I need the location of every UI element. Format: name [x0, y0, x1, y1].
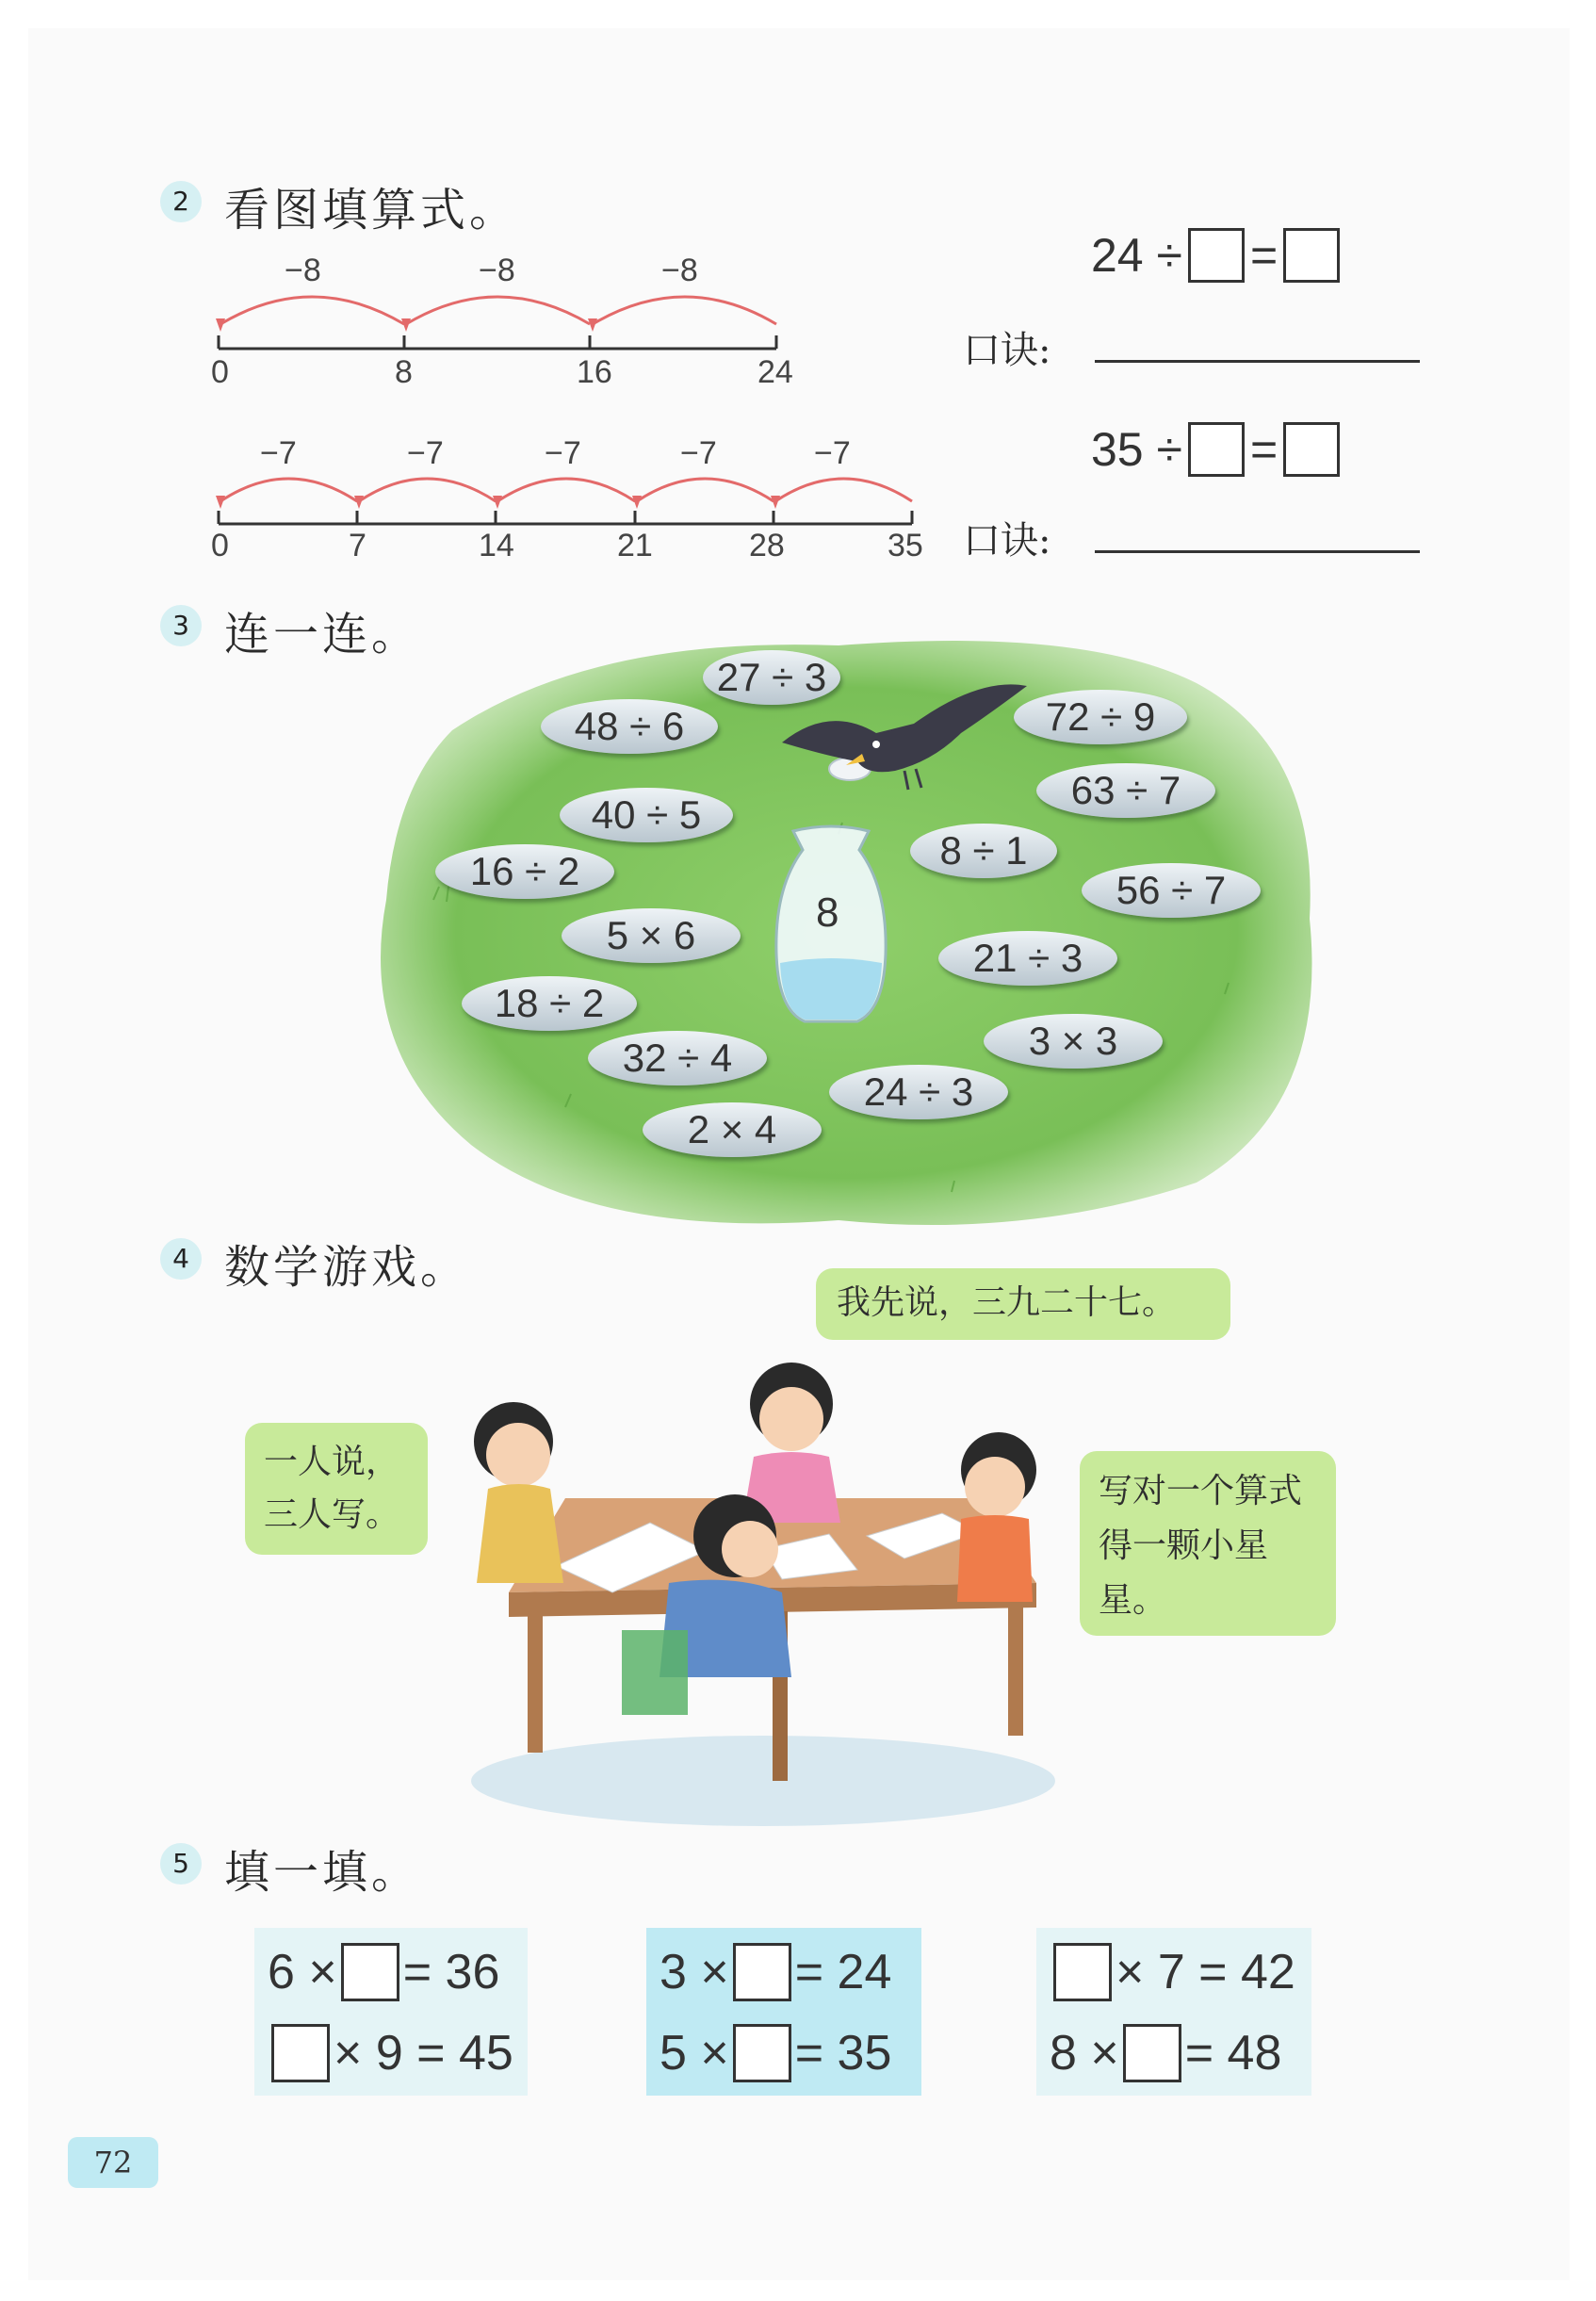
equation-part: 5 × — [660, 2026, 729, 2081]
section-3-title: 连一连。 — [224, 608, 421, 661]
equation-1 — [1091, 228, 1340, 283]
fill-panel-2 — [646, 1928, 921, 2096]
answer-box[interactable] — [733, 2024, 791, 2082]
pebble-expression[interactable]: 8 ÷ 1 — [910, 824, 1057, 878]
answer-box[interactable] — [733, 1943, 791, 2001]
pebble-expression[interactable]: 63 ÷ 7 — [1036, 763, 1215, 818]
jump-label: −7 — [545, 435, 581, 471]
fill-panel-1 — [254, 1928, 528, 2096]
tick-label: 0 — [211, 528, 229, 563]
fill-row — [1036, 1932, 1311, 2013]
fill-panel-3 — [1036, 1928, 1311, 2096]
jump-label: −7 — [680, 435, 717, 471]
pebble-expression[interactable]: 3 × 3 — [984, 1014, 1163, 1069]
vase-number: 8 — [816, 889, 839, 936]
answer-box[interactable] — [1188, 228, 1245, 283]
tick-label: 21 — [617, 528, 653, 563]
pebble-expression[interactable]: 2 × 4 — [643, 1102, 822, 1157]
pebble-expression[interactable]: 48 ÷ 6 — [541, 699, 718, 754]
equation-part: 6 × — [268, 1945, 337, 1999]
tick-label: 16 — [577, 354, 612, 390]
tick-label: 24 — [757, 354, 793, 390]
answer-box[interactable] — [271, 2024, 330, 2082]
speech-bubble-left: 一人说，三人写。 — [245, 1423, 428, 1555]
equation-part: = 36 — [402, 1945, 500, 1999]
page-number: 72 — [68, 2137, 158, 2188]
equals-sign: = — [1249, 423, 1278, 476]
pebble-expression[interactable]: 16 ÷ 2 — [435, 844, 614, 899]
answer-line[interactable] — [1095, 360, 1420, 363]
equals-sign: = — [1249, 229, 1278, 282]
section-5-title: 填一填。 — [224, 1846, 421, 1899]
equation-part: 3 × — [660, 1945, 729, 1999]
equation-prefix: 24 ÷ — [1091, 229, 1182, 282]
tick-label: 8 — [395, 354, 413, 390]
equation-part: × 7 = 42 — [1116, 1945, 1295, 1999]
pebble-expression[interactable]: 40 ÷ 5 — [560, 788, 733, 842]
pebble-expression[interactable]: 72 ÷ 9 — [1014, 690, 1187, 744]
fill-row — [254, 2013, 528, 2094]
answer-line[interactable] — [1095, 550, 1420, 553]
section-5-badge: 5 — [160, 1843, 202, 1885]
answer-box[interactable] — [1283, 422, 1340, 477]
fill-row — [646, 2013, 921, 2094]
pebble-expression[interactable]: 5 × 6 — [562, 908, 741, 963]
equation-part: × 9 = 45 — [334, 2026, 513, 2081]
tick-label: 7 — [349, 528, 366, 563]
speech-bubble-right: 写对一个算式得一颗小星星。 — [1080, 1451, 1336, 1636]
answer-box[interactable] — [341, 1943, 399, 2001]
section-2-badge: 2 — [160, 181, 202, 222]
section-4-title: 数学游戏。 — [224, 1241, 470, 1294]
section-4-badge: 4 — [160, 1238, 202, 1280]
answer-box[interactable] — [1123, 2024, 1181, 2082]
equation-part: = 24 — [794, 1945, 892, 1999]
equation-2 — [1091, 422, 1340, 477]
pebble-expression[interactable]: 27 ÷ 3 — [703, 650, 840, 705]
fill-row — [1036, 2013, 1311, 2094]
equation-part: = 48 — [1184, 2026, 1282, 2081]
pebble-expression[interactable]: 18 ÷ 2 — [462, 976, 637, 1031]
pebble-expression[interactable]: 32 ÷ 4 — [588, 1031, 767, 1085]
jump-label: −7 — [407, 435, 444, 471]
jump-label: −8 — [661, 253, 698, 288]
answer-box[interactable] — [1283, 228, 1340, 283]
section-3-badge: 3 — [160, 605, 202, 646]
jump-label: −8 — [285, 253, 321, 288]
equation-prefix: 35 ÷ — [1091, 423, 1182, 476]
section-2-title: 看图填算式。 — [224, 184, 519, 237]
pebble-expression[interactable]: 24 ÷ 3 — [829, 1065, 1008, 1119]
equation-part: = 35 — [794, 2026, 892, 2081]
children-playing-illustration — [452, 1338, 1074, 1828]
fill-row — [254, 1932, 528, 2013]
koujue-label: 口诀: — [963, 519, 1051, 563]
pebble-expression[interactable]: 21 ÷ 3 — [938, 931, 1117, 986]
tick-label: 14 — [479, 528, 514, 563]
pebble-expression[interactable]: 56 ÷ 7 — [1082, 863, 1261, 918]
koujue-label: 口诀: — [963, 329, 1051, 372]
tick-label: 35 — [888, 528, 923, 563]
tick-label: 0 — [211, 354, 229, 390]
answer-box[interactable] — [1188, 422, 1245, 477]
answer-box[interactable] — [1053, 1943, 1112, 2001]
jump-label: −8 — [479, 253, 515, 288]
jump-label: −7 — [260, 435, 297, 471]
tick-label: 28 — [749, 528, 785, 563]
jump-label: −7 — [814, 435, 851, 471]
equation-part: 8 × — [1050, 2026, 1119, 2081]
speech-bubble-top: 我先说，三九二十七。 — [816, 1268, 1230, 1340]
fill-row — [646, 1932, 921, 2013]
